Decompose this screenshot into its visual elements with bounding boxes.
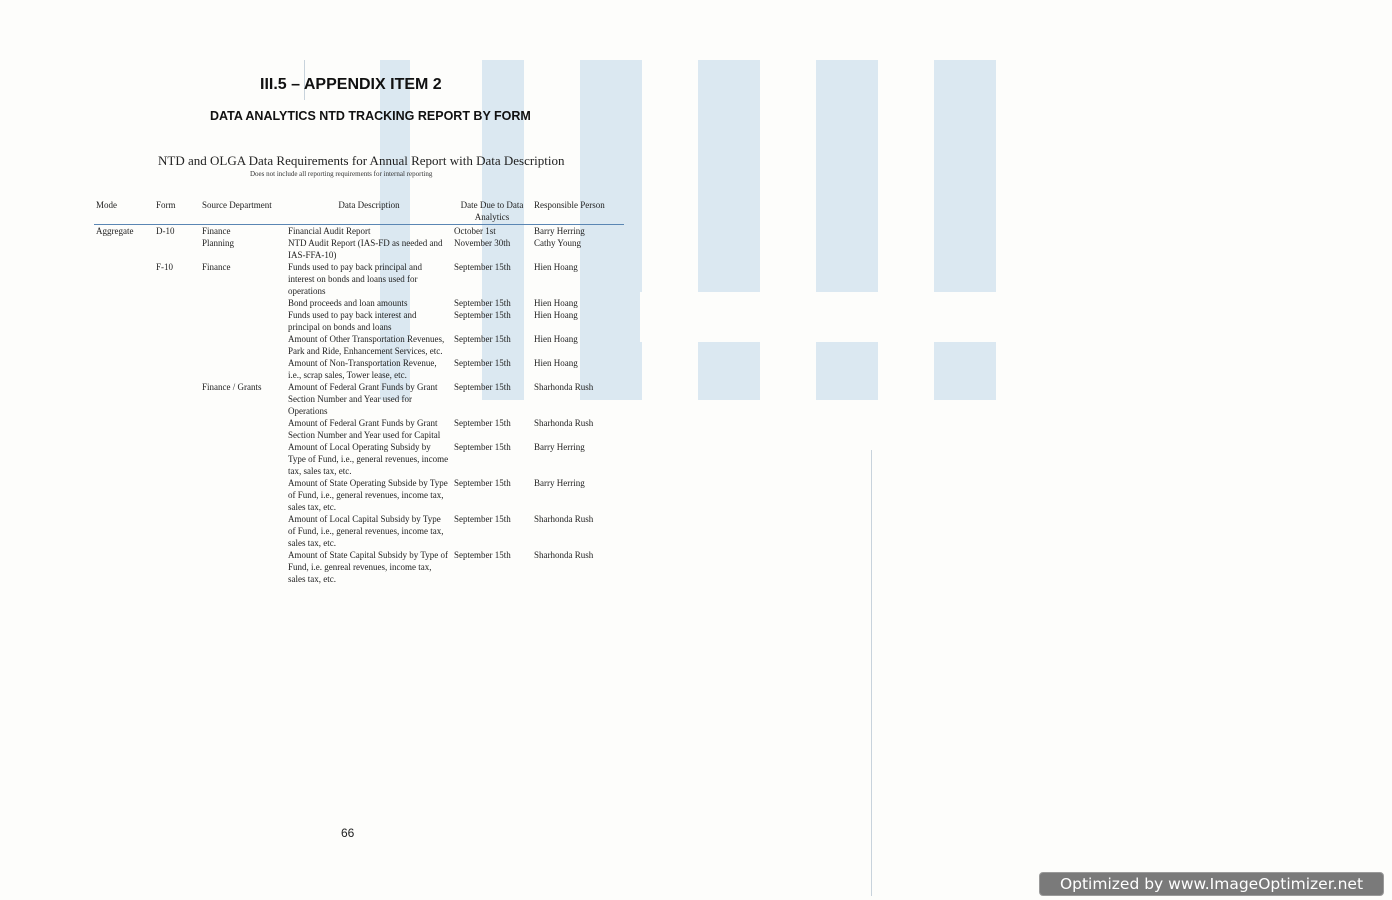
cell-data-description: Amount of Local Capital Subsidy by Type of Fund, i.e., general revenues, income tax, sales tax, etc. — [288, 514, 444, 548]
table-header-row — [94, 198, 624, 225]
cell-form — [154, 513, 200, 549]
cell-date-due: September 15th — [454, 514, 511, 524]
cell-date-due: September 15th — [454, 310, 511, 320]
cell-mode: Aggregate — [96, 226, 134, 236]
cell-source-department — [200, 357, 286, 381]
cell-mode — [94, 549, 154, 585]
cell-responsible-person: Barry Herring — [534, 478, 585, 488]
cell-form — [154, 477, 200, 513]
cell-date-due: September 15th — [454, 262, 511, 272]
cell-source-department — [200, 477, 286, 513]
cell-mode — [94, 381, 154, 417]
header-mode: Mode — [94, 198, 154, 225]
table-row — [94, 357, 624, 381]
cell-responsible-person: Sharhonda Rush — [534, 382, 594, 392]
cell-date-due: September 15th — [454, 550, 511, 560]
cell-source-department: Finance / Grants — [202, 382, 262, 392]
cell-source-department: Finance — [202, 262, 231, 272]
cell-data-description: Amount of Local Operating Subsidy by Type of Fund, i.e., general revenues, income tax, sales tax, etc. — [288, 442, 449, 476]
table-subtitle: Does not include all reporting requirements for internal reporting — [250, 170, 433, 178]
cell-date-due: September 15th — [454, 418, 511, 428]
table-row — [94, 441, 624, 477]
cell-responsible-person: Hien Hoang — [534, 358, 578, 368]
header-date-due: Date Due to Data Analytics — [452, 198, 532, 225]
cell-mode — [94, 333, 154, 357]
cell-date-due: September 15th — [454, 334, 511, 344]
requirements-table — [94, 198, 624, 585]
cell-data-description: Bond proceeds and loan amounts — [288, 298, 408, 308]
table-title: NTD and OLGA Data Requirements for Annual Report with Data Description — [158, 153, 565, 168]
cell-data-description: Funds used to pay back principal and interest on bonds and loans used for operations — [288, 262, 422, 296]
header-source-department: Source Department — [200, 198, 286, 225]
cell-data-description: Amount of Federal Grant Funds by Grant Section Number and Year used for Operations — [288, 382, 438, 416]
table-row — [94, 513, 624, 549]
cell-data-description: Amount of Other Transportation Revenues, Park and Ride, Enhancement Services, etc. — [288, 334, 445, 356]
report-subheading: DATA ANALYTICS NTD TRACKING REPORT BY FORM — [210, 109, 531, 123]
cell-form: F-10 — [156, 262, 174, 272]
cell-date-due: September 15th — [454, 478, 511, 488]
cell-date-due: September 15th — [454, 358, 511, 368]
header-responsible-person: Responsible Person — [532, 198, 624, 225]
cell-date-due: September 15th — [454, 382, 511, 392]
table-row — [94, 225, 624, 238]
cell-mode — [94, 477, 154, 513]
table-row — [94, 549, 624, 585]
table-row — [94, 381, 624, 417]
cell-source-department — [200, 441, 286, 477]
cell-mode — [94, 513, 154, 549]
cell-mode — [94, 357, 154, 381]
cell-responsible-person: Barry Herring — [534, 226, 585, 236]
cell-mode — [94, 237, 154, 261]
cell-form — [154, 357, 200, 381]
cell-mode — [94, 441, 154, 477]
cell-form — [154, 297, 200, 309]
table-body — [94, 225, 624, 586]
page-number: 66 — [341, 826, 355, 840]
cell-form — [154, 309, 200, 333]
cell-data-description: Amount of Federal Grant Funds by Grant Section Number and Year used for Capital — [288, 418, 441, 440]
cell-date-due: October 1st — [454, 226, 496, 236]
cell-responsible-person: Hien Hoang — [534, 298, 578, 308]
cell-form — [154, 333, 200, 357]
cell-data-description: Financial Audit Report — [288, 226, 371, 236]
cell-data-description: Amount of Non-Transportation Revenue, i.e., scrap sales, Tower lease, etc. — [288, 358, 437, 380]
cell-form — [154, 381, 200, 417]
cell-responsible-person: Sharhonda Rush — [534, 418, 594, 428]
table-row — [94, 237, 624, 261]
cell-date-due: September 15th — [454, 298, 511, 308]
cell-source-department — [200, 513, 286, 549]
cell-responsible-person: Cathy Young — [534, 238, 582, 248]
cell-source-department — [200, 297, 286, 309]
cell-responsible-person: Barry Herring — [534, 442, 585, 452]
table-row — [94, 309, 624, 333]
header-form: Form — [154, 198, 200, 225]
cell-source-department — [200, 333, 286, 357]
cell-responsible-person: Hien Hoang — [534, 310, 578, 320]
cell-form: D-10 — [156, 226, 175, 236]
cell-data-description: NTD Audit Report (IAS-FD as needed and IAS-FFA-10) — [288, 238, 443, 260]
cell-mode — [94, 261, 154, 297]
cell-date-due: November 30th — [454, 238, 511, 248]
cell-source-department — [200, 549, 286, 585]
table-row — [94, 477, 624, 513]
cell-mode — [94, 309, 154, 333]
appendix-heading: III.5 – APPENDIX ITEM 2 — [260, 76, 442, 93]
table-row — [94, 261, 624, 297]
cell-date-due: September 15th — [454, 442, 511, 452]
cell-form — [154, 549, 200, 585]
cell-data-description: Amount of State Capital Subsidy by Type of Fund, i.e. genreal revenues, income tax, sales tax, etc. — [288, 550, 448, 584]
table-row — [94, 333, 624, 357]
optimizer-watermark: Optimized by www.ImageOptimizer.net — [1039, 872, 1384, 896]
cell-form — [154, 417, 200, 441]
cell-source-department — [200, 309, 286, 333]
cell-responsible-person: Hien Hoang — [534, 262, 578, 272]
cell-source-department: Finance — [202, 226, 231, 236]
header-data-description: Data Description — [286, 198, 452, 225]
cell-source-department — [200, 417, 286, 441]
cell-mode — [94, 297, 154, 309]
cell-source-department: Planning — [202, 238, 235, 248]
cell-responsible-person: Sharhonda Rush — [534, 550, 594, 560]
cell-mode — [94, 417, 154, 441]
table-row — [94, 297, 624, 309]
cell-data-description: Funds used to pay back interest and principal on bonds and loans — [288, 310, 417, 332]
cell-data-description: Amount of State Operating Subside by Type of Fund, i.e., general revenues, income tax, sales tax, etc. — [288, 478, 448, 512]
cell-responsible-person: Sharhonda Rush — [534, 514, 594, 524]
cell-responsible-person: Hien Hoang — [534, 334, 578, 344]
cell-form — [154, 441, 200, 477]
table-row — [94, 417, 624, 441]
cell-form — [154, 237, 200, 261]
